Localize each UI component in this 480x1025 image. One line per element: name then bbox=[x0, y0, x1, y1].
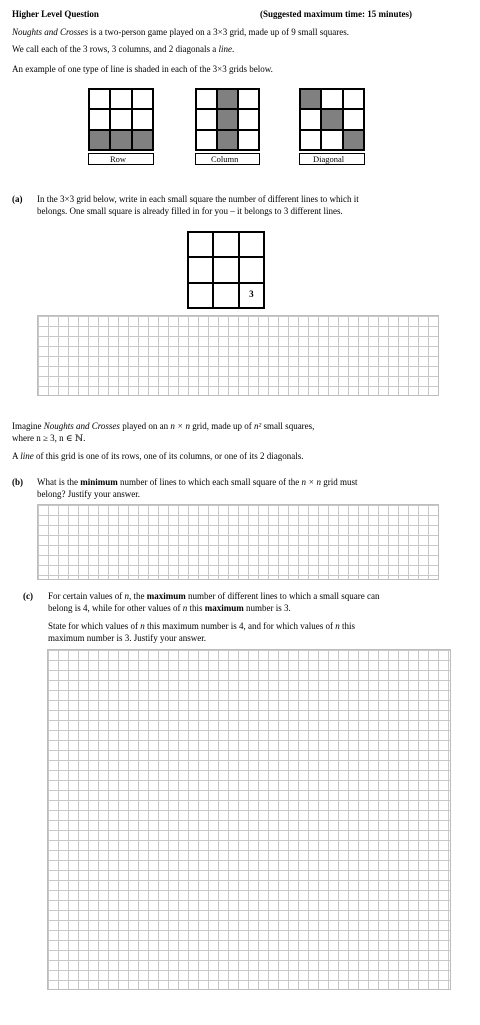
answer-cell[interactable] bbox=[239, 232, 264, 257]
grid-cell bbox=[196, 109, 217, 129]
question-title: Higher Level Question bbox=[12, 9, 99, 19]
part-b-working-grid[interactable] bbox=[37, 504, 439, 580]
part-b-text: number of lines to which each small square of the bbox=[117, 477, 302, 487]
maximum-term: maximum bbox=[146, 591, 186, 601]
general-text: A bbox=[12, 451, 21, 461]
intro-text: is a two-person game played on a 3×3 grid, made up of 9 small squares. bbox=[88, 27, 349, 37]
grid-cell bbox=[321, 89, 342, 109]
part-c-text: For certain values of bbox=[48, 591, 125, 601]
general-line-3 bbox=[12, 451, 304, 463]
part-c-text: this maximum number is 4, and for which values of bbox=[144, 621, 336, 631]
shaded-cell bbox=[89, 130, 110, 150]
game-name: Noughts and Crosses bbox=[43, 421, 120, 431]
part-c-text: this bbox=[339, 621, 355, 631]
answer-cell[interactable] bbox=[213, 257, 238, 282]
grid-cell bbox=[89, 109, 110, 129]
shaded-cell bbox=[217, 109, 238, 129]
row-caption: Row bbox=[110, 154, 127, 164]
part-c-line-2 bbox=[48, 603, 291, 615]
shaded-cell bbox=[217, 130, 238, 150]
part-c-text: State for which values of bbox=[48, 621, 141, 631]
general-line-2: where n ≥ 3, n ∈ ℕ. bbox=[12, 433, 86, 443]
part-c-text: number is 3. bbox=[243, 603, 291, 613]
grid-cell bbox=[321, 130, 342, 150]
answer-cell[interactable] bbox=[188, 232, 213, 257]
answer-cell[interactable] bbox=[188, 283, 213, 308]
column-caption: Column bbox=[211, 154, 239, 164]
grid-size: n × n bbox=[170, 421, 190, 431]
grid-cell bbox=[196, 130, 217, 150]
variable-n: n bbox=[140, 621, 145, 631]
grid-cell bbox=[110, 89, 131, 109]
grid-cell bbox=[132, 109, 153, 129]
variable-n: n bbox=[182, 603, 188, 613]
part-c-text: , the bbox=[128, 591, 147, 601]
part-b-text: grid must bbox=[321, 477, 358, 487]
part-a-working-grid[interactable] bbox=[37, 315, 439, 396]
minimum-term: minimum bbox=[80, 477, 118, 487]
shaded-cell bbox=[300, 89, 321, 109]
part-a-line-1: In the 3×3 grid below, write in each small square the number of different lines to which it bbox=[37, 194, 359, 204]
grid-cell bbox=[343, 109, 364, 129]
intro-text: We call each of the 3 rows, 3 columns, and 2 diagonals a bbox=[12, 44, 219, 54]
part-b-line-2: belong? Justify your answer. bbox=[37, 489, 140, 499]
shaded-cell bbox=[110, 130, 131, 150]
grid-cell bbox=[238, 109, 259, 129]
part-b-label: (b) bbox=[12, 477, 23, 487]
part-c-working-grid[interactable] bbox=[47, 649, 451, 990]
general-text: of this grid is one of its rows, one of its columns, or one of its 2 diagonals. bbox=[33, 451, 304, 461]
part-c-line-1 bbox=[48, 591, 380, 603]
maximum-term: maximum bbox=[204, 603, 244, 613]
shaded-cell bbox=[132, 130, 153, 150]
answer-cell[interactable] bbox=[213, 283, 238, 308]
part-c-text: belong is 4, while for other values of bbox=[48, 603, 183, 613]
line-term: line bbox=[20, 451, 34, 461]
square-count: n² bbox=[253, 421, 262, 431]
grid-size: n × n bbox=[301, 477, 322, 487]
intro-text: . bbox=[231, 44, 235, 54]
game-name: Noughts and Crosses bbox=[12, 27, 89, 37]
grid-cell bbox=[238, 89, 259, 109]
grid-cell bbox=[300, 130, 321, 150]
general-line-1 bbox=[12, 421, 314, 433]
diagonal-caption: Diagonal bbox=[313, 154, 345, 164]
grid-cell bbox=[343, 89, 364, 109]
general-text: small squares, bbox=[261, 421, 315, 431]
part-a-line-2: belongs. One small square is already filled in for you – it belongs to 3 different lines. bbox=[37, 206, 343, 216]
grid-cell bbox=[89, 89, 110, 109]
part-c-line-4: maximum number is 3. Justify your answer. bbox=[48, 633, 206, 643]
grid-cell bbox=[110, 109, 131, 129]
general-text: grid, made up of bbox=[190, 421, 254, 431]
shaded-cell bbox=[321, 109, 342, 129]
grid-cell bbox=[238, 130, 259, 150]
intro-line-1 bbox=[12, 27, 349, 39]
answer-cell[interactable] bbox=[239, 257, 264, 282]
general-text: Imagine bbox=[12, 421, 44, 431]
part-c-label: (c) bbox=[23, 591, 33, 601]
part-c-text: this bbox=[187, 603, 205, 613]
intro-line-3: An example of one type of line is shaded in each of the 3×3 grids below. bbox=[12, 64, 273, 74]
part-b-line-1 bbox=[37, 477, 358, 489]
filled-cell: 3 bbox=[239, 283, 264, 308]
row-example-grid bbox=[88, 88, 154, 151]
part-a-label: (a) bbox=[12, 194, 23, 204]
shaded-cell bbox=[217, 89, 238, 109]
intro-line-2 bbox=[12, 44, 234, 56]
grid-cell bbox=[196, 89, 217, 109]
diagonal-example-grid bbox=[299, 88, 365, 151]
answer-cell[interactable] bbox=[188, 257, 213, 282]
shaded-cell bbox=[343, 130, 364, 150]
general-text: played on an bbox=[119, 421, 171, 431]
line-term: line bbox=[218, 44, 232, 54]
suggested-time: (Suggested maximum time: 15 minutes) bbox=[260, 9, 412, 19]
grid-cell bbox=[132, 89, 153, 109]
part-b-text: What is the bbox=[37, 477, 81, 487]
grid-cell bbox=[300, 109, 321, 129]
column-example-grid bbox=[195, 88, 260, 151]
part-c-text: number of different lines to which a small square can bbox=[185, 591, 380, 601]
variable-n: n bbox=[124, 591, 129, 601]
answer-cell[interactable] bbox=[213, 232, 238, 257]
part-c-line-3 bbox=[48, 621, 355, 633]
variable-n: n bbox=[335, 621, 340, 631]
answer-3x3-grid bbox=[187, 231, 265, 309]
